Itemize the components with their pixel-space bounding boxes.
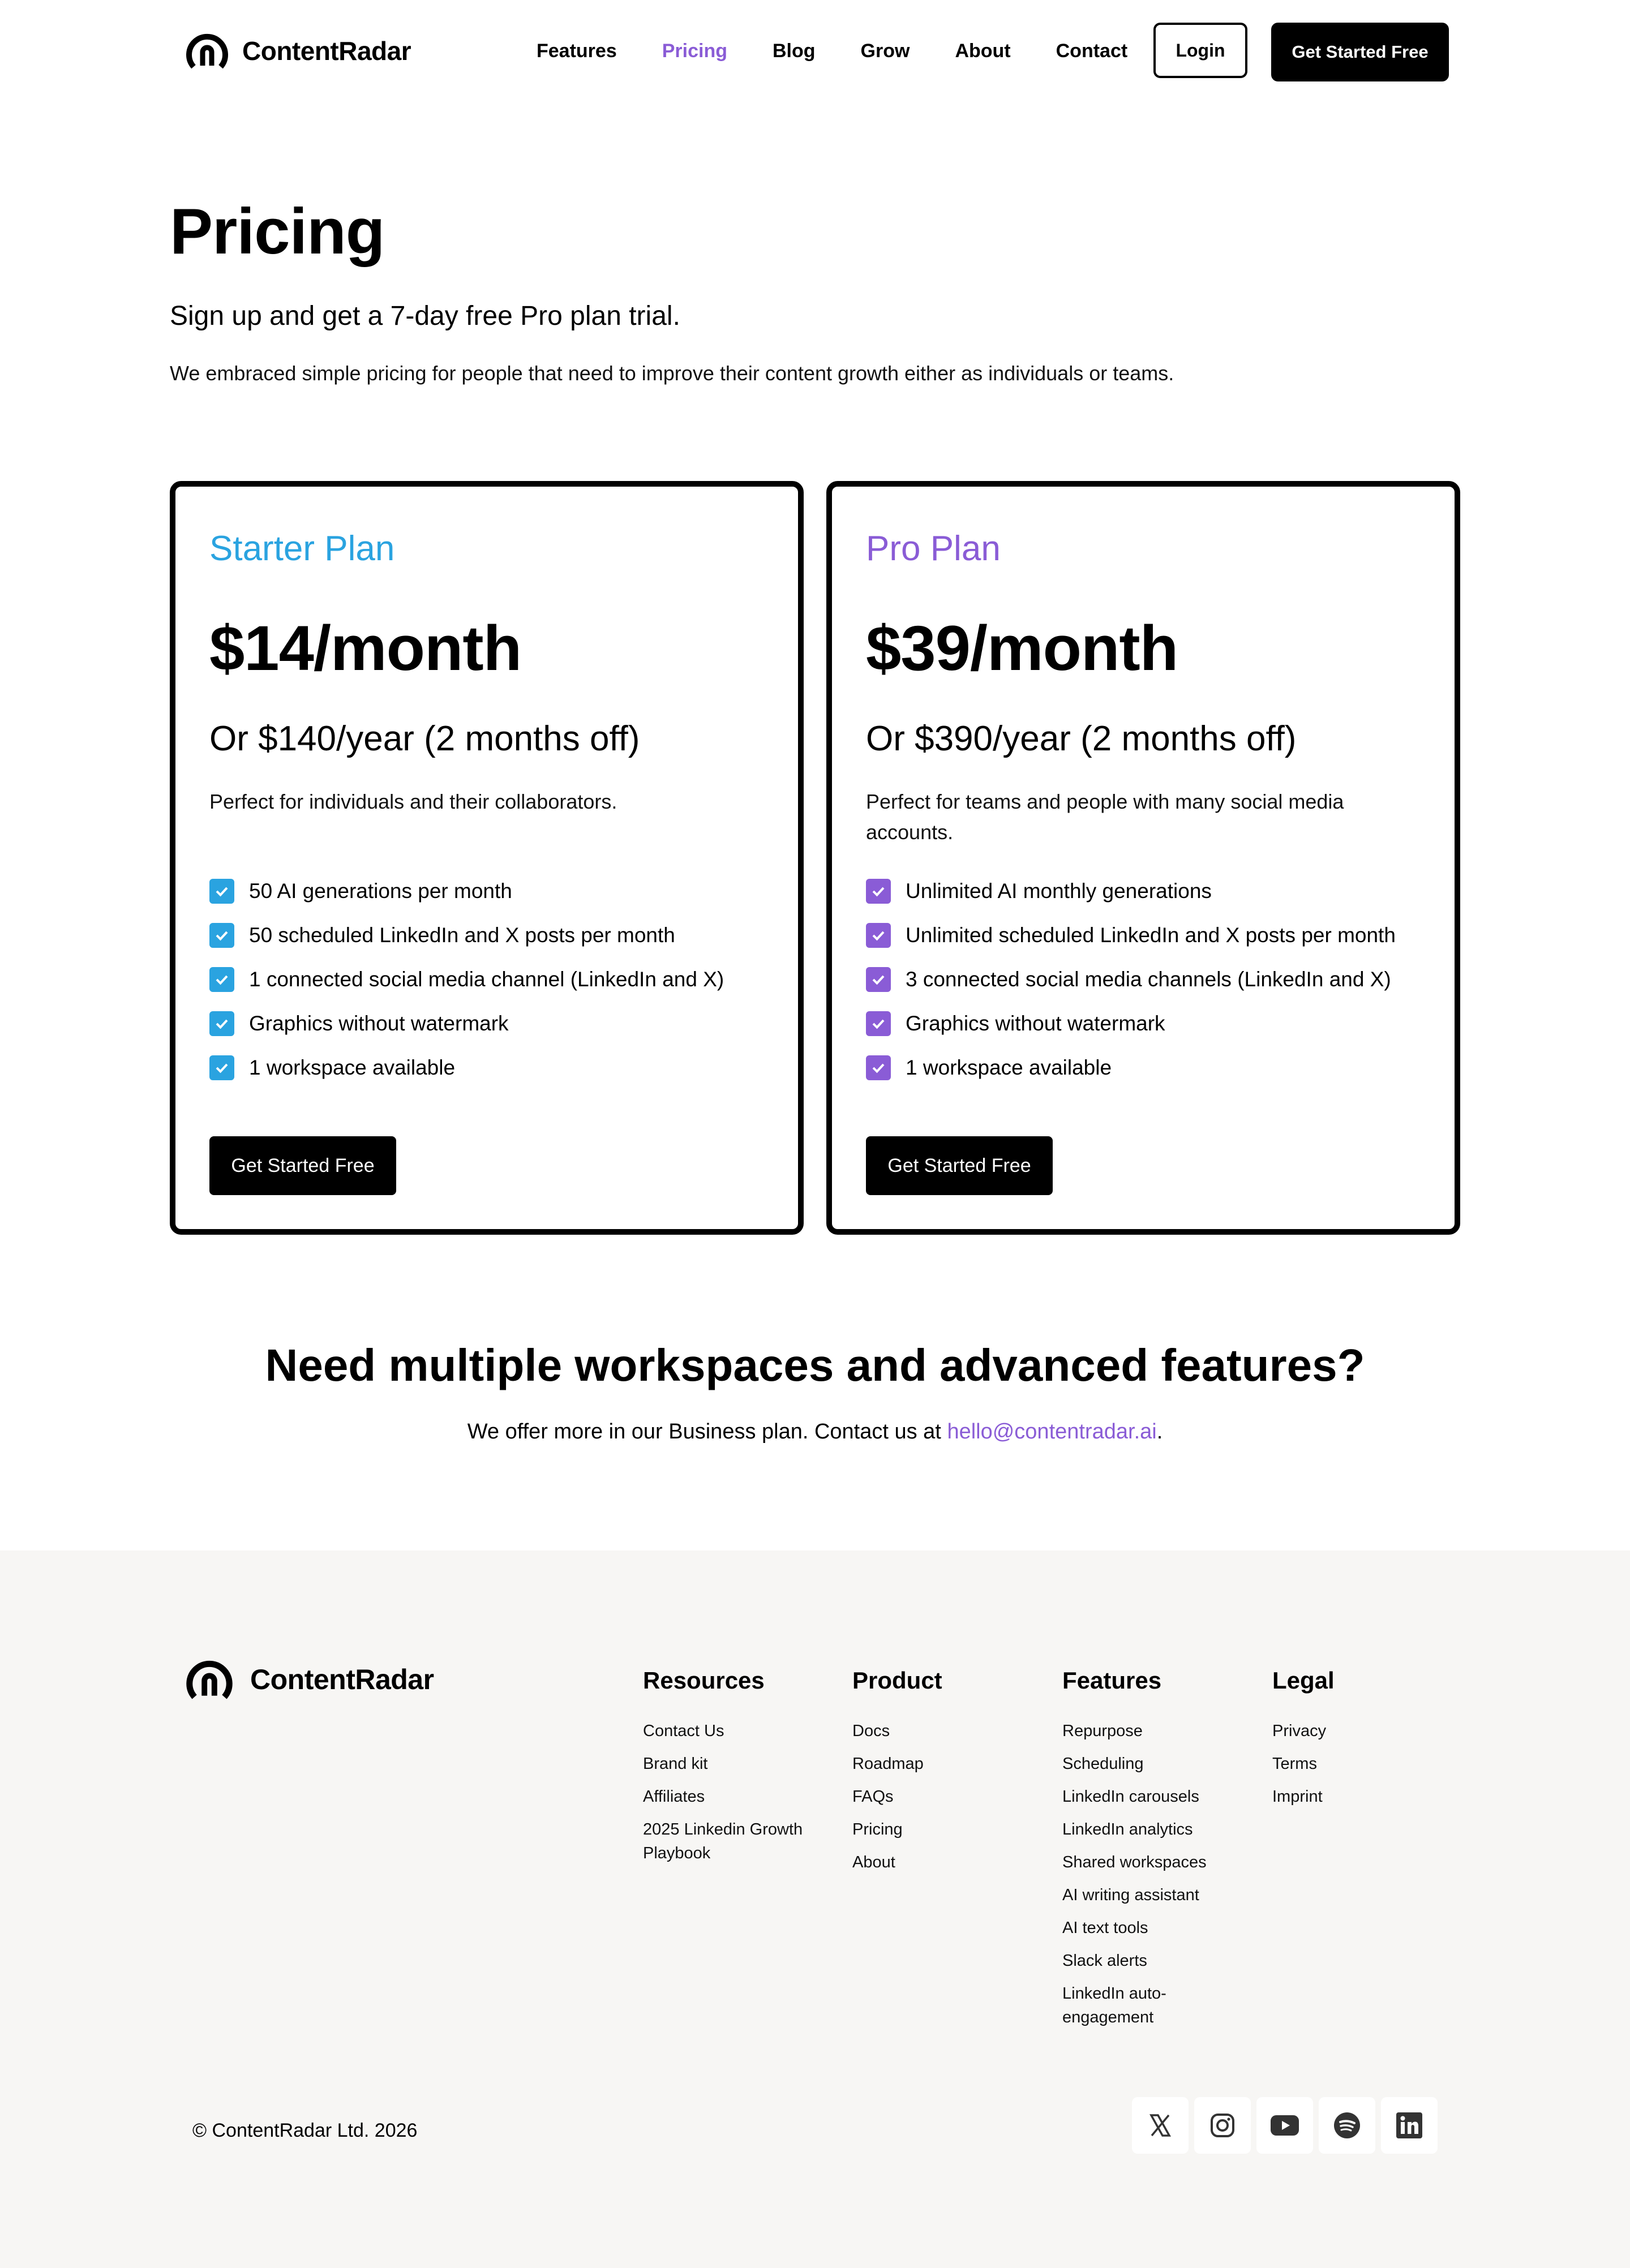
- x-icon[interactable]: [1132, 2097, 1189, 2154]
- nav-link-blog[interactable]: Blog: [772, 40, 816, 62]
- footer-link[interactable]: LinkedIn carousels: [1062, 1788, 1199, 1806]
- checkbox-icon: [209, 967, 234, 992]
- footer: [0, 1550, 1630, 2268]
- checkbox-icon: [866, 967, 891, 992]
- top-nav: [0, 0, 1630, 102]
- footer-link[interactable]: LinkedIn analytics: [1062, 1820, 1193, 1839]
- nav-links: [537, 0, 1173, 102]
- footer-link[interactable]: FAQs: [852, 1788, 894, 1806]
- feature-item: [866, 1002, 1396, 1046]
- feature-text: 1 workspace available: [906, 1056, 1112, 1079]
- footer-link[interactable]: Brand kit: [643, 1755, 708, 1773]
- footer-link[interactable]: Pricing: [852, 1820, 903, 1839]
- feature-item: [866, 1046, 1396, 1090]
- nav-link-features[interactable]: Features: [537, 40, 617, 62]
- feature-text: 50 scheduled LinkedIn and X posts per month: [249, 923, 675, 947]
- checkbox-icon: [209, 1011, 234, 1036]
- footer-col-title: Features: [1062, 1667, 1162, 1694]
- plan-description: Perfect for teams and people with many social media accounts.: [866, 790, 1344, 844]
- footer-link[interactable]: About: [852, 1853, 895, 1871]
- business-text: [0, 1415, 1630, 1449]
- checkbox-icon: [209, 923, 234, 948]
- nav-link-about[interactable]: About: [955, 40, 1011, 62]
- feature-item: [209, 869, 724, 913]
- feature-item: [866, 913, 1396, 957]
- plan-features: [866, 869, 1396, 1090]
- feature-item: [209, 957, 724, 1002]
- plan-price: $39/month: [866, 613, 1178, 684]
- business-title: Need multiple workspaces and advanced features?: [265, 1340, 1365, 1390]
- social-links: [1132, 2097, 1443, 2154]
- copyright: © ContentRadar Ltd. 2026: [192, 2120, 418, 2141]
- footer-link[interactable]: Terms: [1272, 1755, 1317, 1773]
- hero-description: We embraced simple pricing for people that need to improve their content growth either as individuals or teams.: [170, 362, 1174, 385]
- plan-price: $14/month: [209, 613, 522, 684]
- checkbox-icon: [866, 879, 891, 904]
- footer-link[interactable]: AI writing assistant: [1062, 1886, 1199, 1904]
- brand-name: ContentRadar: [242, 36, 411, 66]
- footer-link[interactable]: Docs: [852, 1722, 890, 1740]
- footer-col-resources: [643, 1664, 830, 1874]
- feature-item: [209, 1046, 724, 1090]
- plan-name: Pro Plan: [866, 529, 1001, 568]
- radar-logo-icon: [185, 28, 230, 74]
- get-started-button[interactable]: Get Started Free: [1271, 23, 1449, 81]
- footer-col-features: [1062, 1664, 1249, 2038]
- starter-get-started-button[interactable]: Get Started Free: [209, 1136, 396, 1195]
- feature-text: Unlimited AI monthly generations: [906, 879, 1212, 903]
- feature-text: 3 connected social media channels (LinkedIn and X): [906, 968, 1391, 991]
- plan-description: Perfect for individuals and their collaborators.: [209, 790, 617, 813]
- feature-text: 1 connected social media channel (LinkedIn and X): [249, 968, 724, 991]
- checkbox-icon: [866, 1011, 891, 1036]
- feature-text: 1 workspace available: [249, 1056, 456, 1079]
- footer-col-legal: [1272, 1664, 1459, 1818]
- business-text-before: We offer more in our Business plan. Contact us at: [467, 1420, 947, 1444]
- checkbox-icon: [209, 879, 234, 904]
- business-text-after: .: [1156, 1420, 1163, 1444]
- footer-link[interactable]: Affiliates: [643, 1788, 705, 1806]
- hero-subtitle: Sign up and get a 7-day free Pro plan trial.: [170, 301, 680, 331]
- plan-yearly-price: Or $390/year (2 months off): [866, 719, 1297, 758]
- page-title: Pricing: [170, 196, 385, 268]
- feature-item: [866, 869, 1396, 913]
- youtube-icon[interactable]: [1256, 2097, 1313, 2154]
- checkbox-icon: [866, 1055, 891, 1080]
- feature-item: [209, 913, 724, 957]
- feature-item: [866, 957, 1396, 1002]
- nav-link-contact[interactable]: Contact: [1056, 40, 1128, 62]
- footer-link[interactable]: Privacy: [1272, 1722, 1327, 1740]
- plan-features: [209, 869, 724, 1090]
- spotify-icon[interactable]: [1319, 2097, 1375, 2154]
- footer-col-title: Product: [852, 1667, 942, 1694]
- nav-link-pricing[interactable]: Pricing: [662, 40, 727, 62]
- footer-link[interactable]: Contact Us: [643, 1722, 724, 1740]
- nav-link-grow[interactable]: Grow: [860, 40, 910, 62]
- feature-item: [209, 1002, 724, 1046]
- footer-link[interactable]: LinkedIn auto-engagement: [1062, 1984, 1166, 2026]
- brand-logo[interactable]: [185, 28, 411, 74]
- feature-text: Graphics without watermark: [249, 1012, 509, 1035]
- footer-col-title: Legal: [1272, 1667, 1335, 1694]
- footer-link[interactable]: Imprint: [1272, 1788, 1323, 1806]
- instagram-icon[interactable]: [1194, 2097, 1251, 2154]
- contact-email-link[interactable]: hello@contentradar.ai: [947, 1420, 1157, 1444]
- footer-brand-logo[interactable]: [185, 1655, 434, 1704]
- starter-plan-card: [170, 481, 804, 1235]
- feature-text: Graphics without watermark: [906, 1012, 1165, 1035]
- footer-link[interactable]: 2025 Linkedin Growth Playbook: [643, 1820, 803, 1862]
- plan-name: Starter Plan: [209, 529, 395, 568]
- footer-link[interactable]: Slack alerts: [1062, 1952, 1147, 1970]
- footer-link[interactable]: Shared workspaces: [1062, 1853, 1207, 1871]
- pro-plan-card: [826, 481, 1460, 1235]
- plan-yearly-price: Or $140/year (2 months off): [209, 719, 640, 758]
- footer-link[interactable]: Roadmap: [852, 1755, 924, 1773]
- checkbox-icon: [209, 1055, 234, 1080]
- footer-link[interactable]: Repurpose: [1062, 1722, 1143, 1740]
- feature-text: 50 AI generations per month: [249, 879, 512, 903]
- footer-link[interactable]: Scheduling: [1062, 1755, 1144, 1773]
- login-button[interactable]: Login: [1153, 23, 1247, 78]
- brand-name: ContentRadar: [250, 1664, 434, 1695]
- footer-col-product: [852, 1664, 1039, 1883]
- checkbox-icon: [866, 923, 891, 948]
- footer-link[interactable]: AI text tools: [1062, 1919, 1148, 1937]
- footer-col-title: Resources: [643, 1667, 765, 1694]
- linkedin-icon[interactable]: [1381, 2097, 1438, 2154]
- pro-get-started-button[interactable]: Get Started Free: [866, 1136, 1053, 1195]
- radar-logo-icon: [185, 1655, 234, 1704]
- feature-text: Unlimited scheduled LinkedIn and X posts per month: [906, 923, 1396, 947]
